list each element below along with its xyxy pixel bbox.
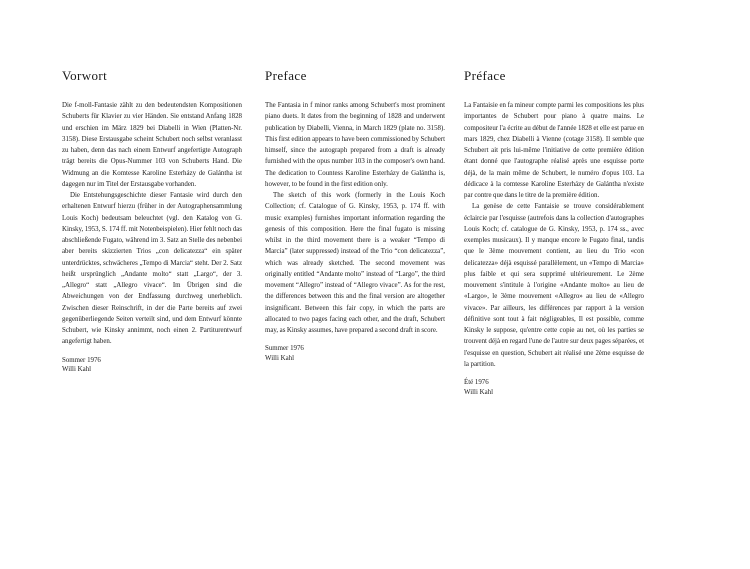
author: Willi Kahl [62, 366, 92, 373]
column-german [62, 68, 242, 375]
signature-block [464, 378, 644, 397]
paragraph: The Fantasia in f minor ranks among Schubert's most prominent piano duets. It dates from the beginning of 1828 and underwent publication by Diabelli, Vienna, in March 1829 (plate no. 3158). This first edition appears to have been commissioned by Schubert himself, since the autograph prepared from a draft is already furnished with the opus number 103 in the composer's own hand. The dedication to Countess Karoline Esterházy de Galántha is, however, to be found in the first edition only. [265, 102, 445, 188]
date: Summer 1976 [265, 345, 304, 353]
signature-block [62, 356, 242, 375]
heading-preface: Preface [265, 68, 307, 83]
heading-vorwort: Vorwort [62, 68, 108, 83]
column-french [464, 68, 644, 397]
signature-block [265, 344, 445, 363]
column-english [265, 68, 445, 363]
paragraph: The sketch of this work (formerly in the Louis Koch Collection; cf. Catalogue of G. Kinsky, 1953, p. 174 ff. with music examples) furnishes important information regarding the genesis of this composition. Here the final fugato is missing whilst in the third movement there is a weaker “Tempo di Marcia” (later suppressed) instead of the Trio “con delicatezza”, which was already sketched. The second movement was originally entitled “Andante molto” instead of “Largo”, the third movement “Allegro” instead of “Allegro vivace”. As for the rest, the differences between this and the final version are altogether insignificant. Between this fair copy, in which the parts are allocated to two pages facing each other, and the draft, Schubert may, as Kinsky assumes, have prepared a second draft in score. [265, 192, 445, 334]
paragraph: Die f-moll-Fantasie zählt zu den bedeutendsten Kompositionen Schuberts für Klavier zu vier Händen. Sie entstand Anfang 1828 und erschien im März 1829 bei Diabelli in Wien (Platten-Nr. 3158). Diese Erstausgabe scheint Schubert noch selbst veranlasst zu haben, denn das nach einem Entwurf angefertigte Autograph trägt bereits die Opus-Nummer 103 von Schuberts Hand. Die Widmung an die Komtesse Karoline Esterházy de Galántha ist dagegen nur im Titel der Erstausgabe vorhanden. [62, 102, 242, 188]
date: Été 1976 [464, 379, 489, 386]
paragraph: La Fantaisie en fa mineur compte parmi les compositions les plus importantes de Schubert pour piano à quatre mains. Le compositeur l'a écrite au début de l'année 1828 et elle est parue en mars 1829, chez Diabelli à Vienne (cotage 3158). Il semble que Schubert ait pris lui-même l'initiative de cette première édition étant donné que l'autographe réalisé après une esquisse porte déjà, de la main même de Schubert, le numéro d'opus 103. La dédicace à la comtesse Karoline Esterházy de Galántha n'existe par contre que dans le titre de la première édition. [464, 102, 644, 199]
author: Willi Kahl [265, 354, 295, 362]
paragraph: La genèse de cette Fantaisie se trouve considérablement éclaircie par l'esquisse (autrefois dans la collection d'autographes Louis Koch; cf. catalogue de G. Kinsky, 1953, p. 174 ss., avec exemples musicaux). Il y manque encore le Fugato final, tandis que le 3ème mouvement contient, au lieu du Trio «con delicatezza» déjà esquissé parallèlement, un «Tempo di Marcia» plus faible et qui sera supprimé ultérieurement. Le 2ème mouvement s'intitule à l'origine «Andante molto» au lieu de «Largo», le 3ème mouvement «Allegro» au lieu de «Allegro vivace». Par ailleurs, les différences par rapport à la version définitive sont tout à fait négligeables, Il est possible, comme Kinsky le suppose, qu'entre cette copie au net, où les parties se trouvent déjà en regard l'une de l'autre sur deux pages séparées, et l'esquisse en question, Schubert ait réalisé une 2ème esquisse de la partition. [464, 203, 644, 368]
paragraph: Die Entstehungsgeschichte dieser Fantasie wird durch den erhaltenen Entwurf hierzu (früher in der Autographensammlung Louis Koch) bedeutsam beleuchtet (vgl. den Katalog von G. Kinsky, 1953, S. 174 ff. mit Notenbeispielen). Hier fehlt noch das abschließende Fugato, während im 3. Satz an Stelle des nebenbei aber bereits skizzierten Trios „con delicatezza“ ein später unterdrücktes, schwächeres „Tempo di Marcia“ steht. Der 2. Satz heißt ursprünglich „Andante molto“ statt „Largo“, der 3. „Allegro“ statt „Allegro vivace“. Im Übrigen sind die Abweichungen von der Endfassung durchweg unerheblich. Zwischen dieser Reinschrift, in der die Parte bereits auf zwei gegenüberliegende Seiten verteilt sind, und dem Entwurf könnte Schubert, wie Kinsky annimmt, noch einen 2. Partiturentwurf angefertigt haben. [62, 192, 242, 346]
date: Sommer 1976 [62, 356, 101, 364]
author: Willi Kahl [464, 388, 494, 396]
heading-preface-fr: Préface [464, 68, 506, 83]
